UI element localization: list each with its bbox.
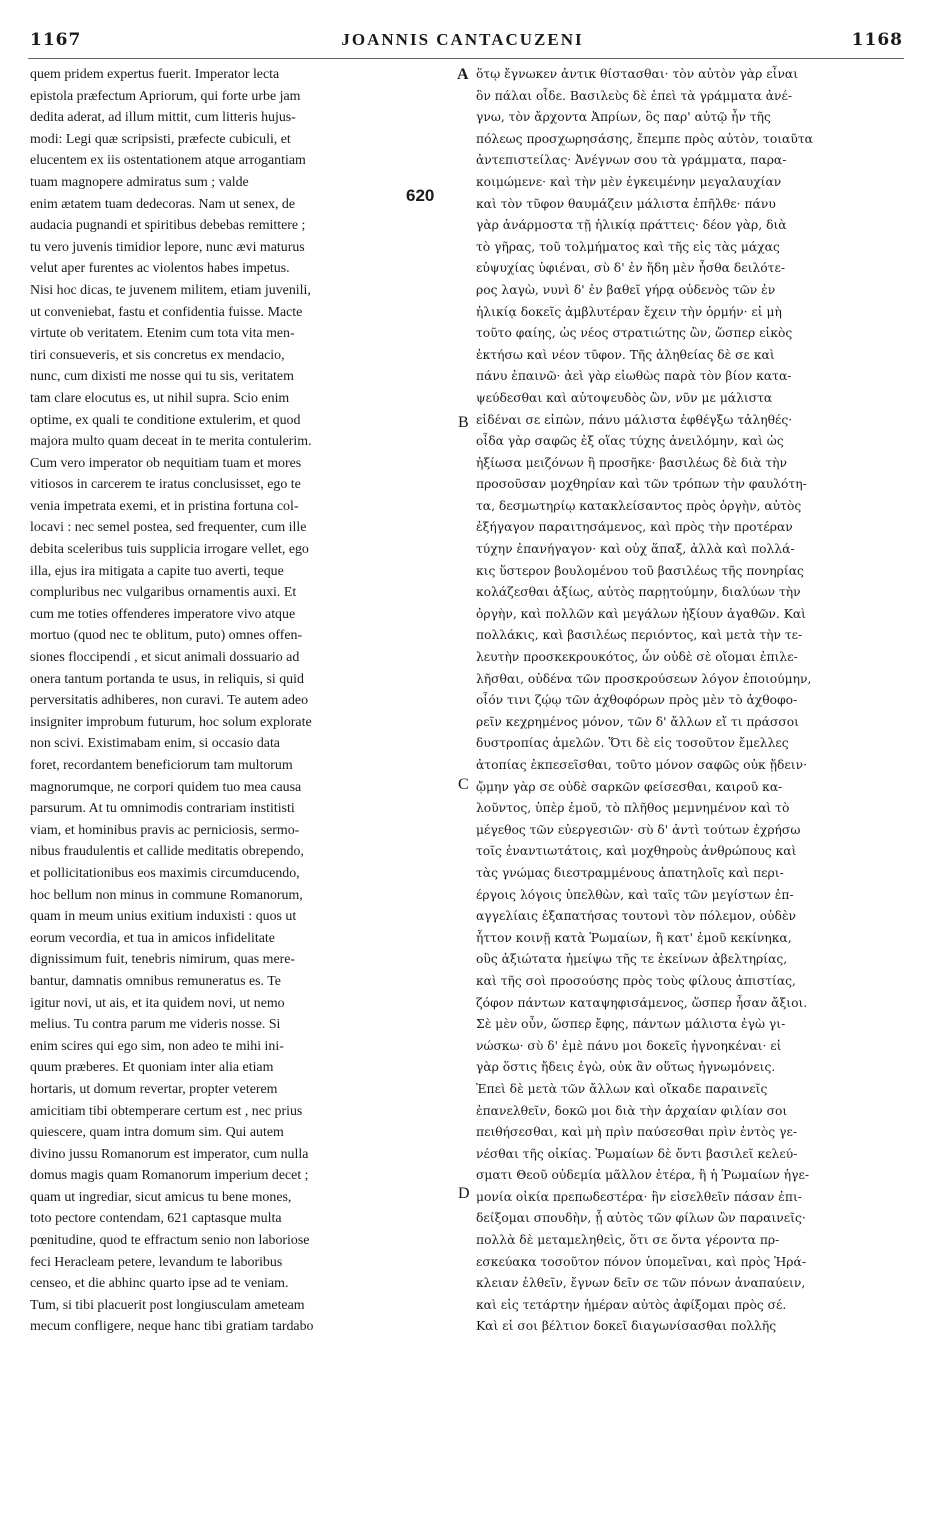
- greek-text-line: λοῦντος, ὑπὲρ ἐμοῦ, τὸ πλῆθος μεμνημένον καὶ τὸ: [476, 801, 790, 816]
- latin-text-line: majora multo quam deceat in te merita contulerim.: [30, 434, 312, 450]
- latin-text-line: modi: Legi quæ scripsisti, præfecte cubiculi, et: [30, 131, 291, 147]
- latin-text-line: amicitiam tibi obtemperare certum est , nec prius: [30, 1103, 303, 1119]
- latin-text-line: et pollicitationibus eos maximis circumducendo,: [30, 865, 300, 881]
- greek-text-line: τὸ γῆρας, τοῦ τολμήματος καὶ τῆς εἰς τὰς μάχας: [476, 239, 780, 254]
- greek-column: [476, 64, 898, 1338]
- greek-text-line: ρεῖν κεχρημένος μόνον, τῶν δ' ἄλλων εἴ τι πράσσοι: [476, 714, 799, 729]
- greek-text-line: οὓς ἀξιώτατα ἠμείψω τῆς τε ἐκείνων ἀβελτηρίας,: [476, 952, 788, 967]
- greek-text-line: Σὲ μὲν οὖν, ὥσπερ ἔφης, πάντων μάλιστα ἐγὼ γι-: [476, 1017, 786, 1032]
- latin-text-line: tuam magnopere admiratus sum ; valde: [30, 174, 249, 190]
- greek-text-line: πάνυ ἐπαινῶ· ἀεὶ γὰρ εἰωθὼς παρὰ τὸν βίον κατα-: [476, 369, 792, 384]
- latin-text-line: audacia pugnandi et spiritibus debebas remittere ;: [30, 218, 306, 234]
- section-marker-a: A: [457, 66, 469, 83]
- greek-text-line: καὶ τὸν τῦφον θαυμάζειν μάλιστα ἐπῆλθε· πάνυ: [476, 196, 776, 211]
- greek-text-line: γνω, τὸν ἄρχοντα Ἀπρίων, ὃς παρ' αὐτῷ ἦν τῆς: [476, 110, 771, 125]
- latin-text-line: eorum vecordia, et tua in amicos infidelitate: [30, 930, 275, 946]
- greek-text-line: μονία οἰκία πρεπωδεστέρα· ἣν εἰσελθεῖν πάσαν ἐπι-: [476, 1189, 802, 1204]
- latin-text-line: enim ætatem tuam dedecoras. Nam ut senex, de: [30, 196, 295, 212]
- latin-text-line: quam ut ingrediar, sicut amicus tu bene mones,: [30, 1189, 292, 1205]
- greek-text-line: ψεύδεσθαι καὶ αὐτοψευδὸς ὢν, νῦν με μάλιστα: [476, 390, 773, 405]
- latin-text-line: cum me toties offenderes imperatore vivo atque: [30, 606, 296, 622]
- greek-text-line: λῆσθαι, οὐδένα τῶν προσκρούσεων λόγον ἐποιούμην,: [476, 671, 812, 686]
- greek-text-line: κολάζεσθαι ἀξίως, αὐτὸς παρῃτούμην, διαλύων τὴν: [476, 585, 801, 600]
- greek-text-line: νέσθαι τῆς οἰκίας. Ῥωμαίων δὲ ὄντι βασιλεῖ κελεύ-: [476, 1146, 798, 1161]
- latin-text-line: epistola præfectum Apriorum, qui forte urbe jam: [30, 88, 301, 104]
- latin-text-line: toto pectore contendam, 621 captasque multa: [30, 1211, 282, 1227]
- greek-text-line: ἠξίωσα μειζόνων ἢ προσῆκε· βασιλέως δὲ διὰ τὴν: [476, 455, 787, 470]
- latin-text-line: censeo, et die abhinc quarto ipse ad te veniam.: [30, 1276, 289, 1292]
- greek-text-line: ἀντεπιστείλας· Ἀνέγνων σου τὰ γράμματα, παρα-: [476, 153, 787, 168]
- latin-text-line: magnorumque, ne corpori quidem tuo mea causa: [30, 779, 302, 795]
- greek-text-line: δυστροπίας ἀμελῶν. Ὅτι δὲ εἰς τοσοῦτον ἔμελλες: [476, 736, 789, 751]
- latin-text-line: parsurum. At tu omnimodis contrariam institisti: [30, 801, 295, 817]
- latin-text-line: enim scires qui ego sim, non adeo te mihi ini-: [30, 1038, 284, 1054]
- latin-text-line: optime, ex quali te conditione extulerim, et quod: [30, 412, 301, 428]
- latin-text-line: non scivi. Existimabam enim, si occasio data: [30, 736, 280, 752]
- latin-text-line: Cum vero imperator ob nequitiam tuam et mores: [30, 455, 302, 471]
- latin-text-line: feci Heracleam petere, levandum te laboribus: [30, 1254, 283, 1270]
- greek-text-line: ἡλικίᾳ δοκεῖς ἀμβλυτέραν ἔχειν τὴν ὁρμήν· εἰ μὴ: [476, 304, 782, 319]
- greek-text-line: κλειαν ἐλθεῖν, ἔγνων δεῖν σε τῶν πόνων ἀναπαύειν,: [476, 1276, 806, 1291]
- greek-text-line: εἰδέναι σε εἰπὼν, πάνυ μάλιστα ἐφθέγξω τἀληθές·: [476, 412, 793, 427]
- latin-text-line: hortaris, ut domum revertar, propter veterem: [30, 1081, 278, 1097]
- latin-text-line: foret, recordantem beneficiorum tam multorum: [30, 758, 293, 773]
- greek-text-line: οἷόν τινι ζῴῳ τῶν ἀχθοφόρων πρὸς μὲν τὸ ἀχθοφο-: [476, 693, 798, 708]
- latin-text-line: tiri consueveris, et sis concretus ex mendacio,: [30, 347, 285, 363]
- greek-text-line: τα, δεσμωτηρίῳ κατακλείσαντος πρὸς ὀργὴν, αὐτὸς: [476, 498, 802, 513]
- greek-text-line: λευτὴν προσκεκρουκότος, ὧν οὐδὲ σὲ οἴομαι ἐπιλε-: [476, 650, 798, 665]
- latin-text-line: quiescere, quam intra domum sim. Qui autem: [30, 1125, 284, 1141]
- greek-text-line: ὅτῳ ἔγνωκεν ἀντικ θίστασθαι· τὸν αὐτὸν γὰρ εἶναι: [476, 67, 799, 81]
- latin-text-line: velut aper furentes ac violentos habes impetus.: [30, 261, 290, 277]
- greek-text-line: καὶ εἰς τετάρτην ἡμέραν αὐτὸς ἀφίξομαι πρὸς σέ.: [476, 1297, 787, 1312]
- latin-text-line: compluribus nec vulgaribus ornamentis auxi. Et: [30, 585, 297, 601]
- latin-text-line: Tum, si tibi placuerit post longiusculam ameteam: [30, 1297, 305, 1313]
- left-page-number: 1167: [30, 30, 82, 50]
- section-marker-d: D: [458, 1185, 470, 1202]
- latin-text-line: ut conveniebat, fastu et confidentia fuisse. Macte: [30, 304, 303, 320]
- latin-text-line: illa, ejus ira mitigata a capite tuo averti, teque: [30, 563, 284, 579]
- latin-text-line: onera tantum portanda te usus, in reliquis, si quid: [30, 671, 304, 687]
- latin-text-line: divino jussu Romanorum est imperator, cum nulla: [30, 1146, 309, 1162]
- header-rule: [28, 58, 904, 59]
- greek-text-line: ρος λαγὼ, νυνὶ δ' ἐν βαθεῖ γήρᾳ οὐδενὸς τῶν ἐν: [476, 282, 776, 297]
- latin-text-line: mecum confligere, neque hanc tibi gratiam tardabo: [30, 1319, 314, 1335]
- greek-text-line: ἐκτήσω καὶ νέον τῦφον. Τῆς ἀληθείας δὲ σε καὶ: [476, 347, 775, 362]
- greek-text-line: προσοῦσαν μοχθηρίαν καὶ τῶν τρόπων τὴν φαυλότη-: [476, 477, 807, 492]
- latin-text-line: debita sceleribus tuis supplicia irrogare vellet, ego: [30, 542, 309, 558]
- greek-text-line: ὀργὴν, καὶ πολλῶν καὶ μεγάλων ἠξίουν ἀγαθῶν. Καὶ: [476, 606, 807, 621]
- margin-page-number-620: 620: [406, 186, 435, 205]
- latin-text-line: perversitatis adhiberes, non curavi. Te autem adeo: [30, 693, 309, 709]
- latin-text-line: tu vero juvenis timidior lepore, nunc ævi maturus: [30, 239, 305, 255]
- latin-text-line: venia impetrata exemi, et in pristina fortuna col-: [30, 498, 299, 514]
- greek-text-line: δείξομαι σπουδὴν, ᾗ αὐτὸς τῶν φίλων ὢν παραινεῖς·: [476, 1211, 806, 1226]
- latin-text-line: viam, et hominibus pravis ac perniciosis, sermo-: [30, 822, 300, 838]
- latin-text-line: locavi : nec semel postea, sed frequenter, cum ille: [30, 520, 307, 536]
- greek-text-line: καὶ τῆς σοὶ προσούσης πρὸς τοὺς φίλους ἀπιστίας,: [476, 973, 796, 988]
- latin-text-line: mortuo (quod nec te oblitum, puto) omnes offen-: [30, 628, 303, 644]
- latin-text-line: Nisi hoc dicas, te juvenem militem, etiam juvenili,: [30, 282, 311, 298]
- greek-text-line: εὐψυχίας ὑφιέναι, σὺ δ' ἐν ἥδη μὲν ἦσθα δειλότε-: [476, 261, 786, 276]
- latin-text-line: virtute ob veritatem. Etenim cum tota vita men-: [30, 326, 295, 342]
- latin-text-line: domus magis quam Romanorum imperium decet ;: [30, 1168, 309, 1184]
- greek-text-line: τοῦτο φαίης, ὡς νέος στρατιώτης ὢν, ὥσπερ εἰκὸς: [476, 326, 793, 341]
- greek-text-line: τὰς γνώμας διεστραμμένους ἀπατηλοῖς καὶ περι-: [476, 865, 784, 880]
- latin-text-line: bantur, damnatis omnibus remuneratus es. Te: [30, 973, 281, 989]
- latin-text-line: igitur novi, ut ais, et ita quidem novi, ut nemo: [30, 995, 285, 1011]
- latin-text-line: siones floccipendi , et sicut animali dossuario ad: [30, 650, 300, 666]
- greek-text-line: ᾤμην γὰρ σε οὐδὲ σαρκῶν φείσεσθαι, καιροῦ κα-: [476, 779, 783, 794]
- greek-text-line: κοιμώμενε· καὶ τὴν μὲν ἐγκειμένην μεγαλαυχίαν: [476, 174, 782, 189]
- greek-text-line: γὰρ ἀνάρμοστα τῇ ἡλικίᾳ πράττεις· δέον γὰρ, διὰ: [476, 218, 787, 233]
- greek-text-line: αγγελίαις ἐξαπατήσας τουτονὶ τὸν πόλεμον, οὐδὲν: [476, 909, 797, 924]
- latin-column: [30, 64, 455, 1338]
- greek-text-line: ὃν πάλαι οἶδε. Βασιλεὺς δὲ ἐπεὶ τὰ γράμματα ἀνέ-: [476, 88, 793, 103]
- latin-text-line: hoc bellum non minus in commune Romanorum,: [30, 887, 303, 903]
- greek-text-line: Καὶ εἰ σοι βέλτιον δοκεῖ διαγωνίσασθαι πολλῆς: [476, 1319, 777, 1334]
- greek-text-line: πόλεως προσχωρησάσης, ἔπεμπε πρὸς αὐτὸν, τοιαῦτα: [476, 131, 813, 146]
- greek-text-line: ἐπανελθεῖν, δοκῶ μοι διὰ τὴν ἀρχαίαν φιλίαν σοι: [476, 1103, 788, 1118]
- greek-text-line: τύχην ἐπανήγαγον· καὶ οὐχ ἅπαξ, ἀλλὰ καὶ πολλά-: [476, 542, 795, 557]
- greek-text-line: Ἐπεὶ δὲ μετὰ τῶν ἄλλων καὶ οἴκαδε παραινεῖς: [476, 1081, 768, 1096]
- greek-text-line: έργοις λόγοις ὑπελθὼν, καὶ ταῖς τῶν μεγίστων ἐπ-: [476, 887, 794, 902]
- section-marker-b: B: [458, 414, 469, 431]
- latin-text-line: nibus fraudulentis et callide meditatis obrependo,: [30, 844, 304, 860]
- greek-text-line: πολλάκις, καὶ βασιλέως περιόντος, καὶ μετὰ τὴν τε-: [476, 628, 803, 643]
- latin-text-line: dignissimum fuit, tenebris nimirum, quas mere-: [30, 952, 296, 968]
- section-marker-c: C: [458, 776, 469, 793]
- right-page-number: 1168: [851, 30, 903, 50]
- latin-text-line: tam clare elocutus es, ut nihil supra. Scio enim: [30, 390, 290, 406]
- greek-text-line: πολλὰ δὲ μεταμεληθεὶς, ὅτι σε ὄντα γέροντα πρ-: [476, 1233, 780, 1248]
- greek-text-line: σματι Θεοῦ οὐδεμία μᾶλλον ἑτέρα, ἢ ἡ Ῥωμαίων ἡγε-: [476, 1168, 810, 1183]
- latin-text-line: quem pridem expertus fuerit. Imperator lecta: [30, 67, 280, 82]
- greek-text-line: τοῖς ἐναντιωτάτοις, καὶ μοχθηροὺς ἀνθρώπους καὶ: [476, 844, 797, 859]
- latin-text-line: dedita aderat, ad illum mittit, cum litteris hujus-: [30, 110, 296, 126]
- greek-text-line: ζόφον πάντων καταψηφισάμενος, ὥσπερ ἦσαν ἄξιοι.: [476, 995, 808, 1010]
- latin-text-line: vitiosos in carcerem te iratus conclusisset, ego te: [30, 477, 301, 493]
- latin-text-line: elucentem ex iis ostentationem atque arrogantiam: [30, 153, 306, 169]
- greek-text-line: ἧττον κοινῇ κατὰ Ῥωμαίων, ἢ κατ' ἐμοῦ κεκίνηκα,: [476, 930, 792, 945]
- latin-text-line: quum præberes. Et quoniam inter alia etiam: [30, 1060, 274, 1076]
- greek-text-line: ἀτοπίας ἐκπεσεῖσθαι, τοῦτο μόνον σαφῶς οὐκ ᾔδειν·: [476, 758, 807, 772]
- greek-text-line: μέγεθος τῶν εὐεργεσιῶν· σὺ δ' ἀντὶ τούτων ἐχρήσω: [476, 822, 801, 837]
- latin-text-line: nunc, cum dixisti me nosse qui tu sis, veritatem: [30, 369, 294, 385]
- latin-text-line: quam in meum unius exitium induxisti : quos ut: [30, 909, 297, 925]
- greek-text-line: κις ὕστερον βουλομένου τοῦ βασιλέως τῆς πονηρίας: [476, 563, 804, 578]
- latin-text-line: pœnitudine, quod te effractum senio non laboriose: [30, 1233, 310, 1249]
- greek-text-line: οἶδα γὰρ σαφῶς ἐξ οἵας τύχης ἀνειλόμην, καὶ ὡς: [476, 434, 784, 449]
- latin-text-line: melius. Tu contra parum me videris nosse. Si: [30, 1017, 281, 1033]
- greek-text-line: νώσκω· σὺ δ' ἐμὲ πάνυ μοι δοκεῖς ἠγνοηκέναι· εἰ: [476, 1038, 782, 1053]
- latin-text-line: insigniter improbum futurum, hoc solum explorate: [30, 714, 312, 730]
- greek-text-line: ἐξήγαγον παραιτησάμενος, καὶ πρὸς τὴν προτέραν: [476, 520, 793, 535]
- greek-text-line: γὰρ ὅστις ἤδεις ἐγὼ, οὐκ ἂν οὕτως ἠγνωμόνεις.: [476, 1060, 776, 1075]
- greek-text-line: πειθήσεσθαι, καὶ μὴ πρὶν παύσεσθαι πρὶν ἐντὸς γε-: [476, 1125, 797, 1140]
- greek-text-line: εσκεύακα τοσοῦτον πόνον ὑπομεῖναι, καὶ πρὸς Ἡρά-: [476, 1254, 806, 1269]
- running-title: JOANNIS CANTACUZENI: [341, 30, 584, 49]
